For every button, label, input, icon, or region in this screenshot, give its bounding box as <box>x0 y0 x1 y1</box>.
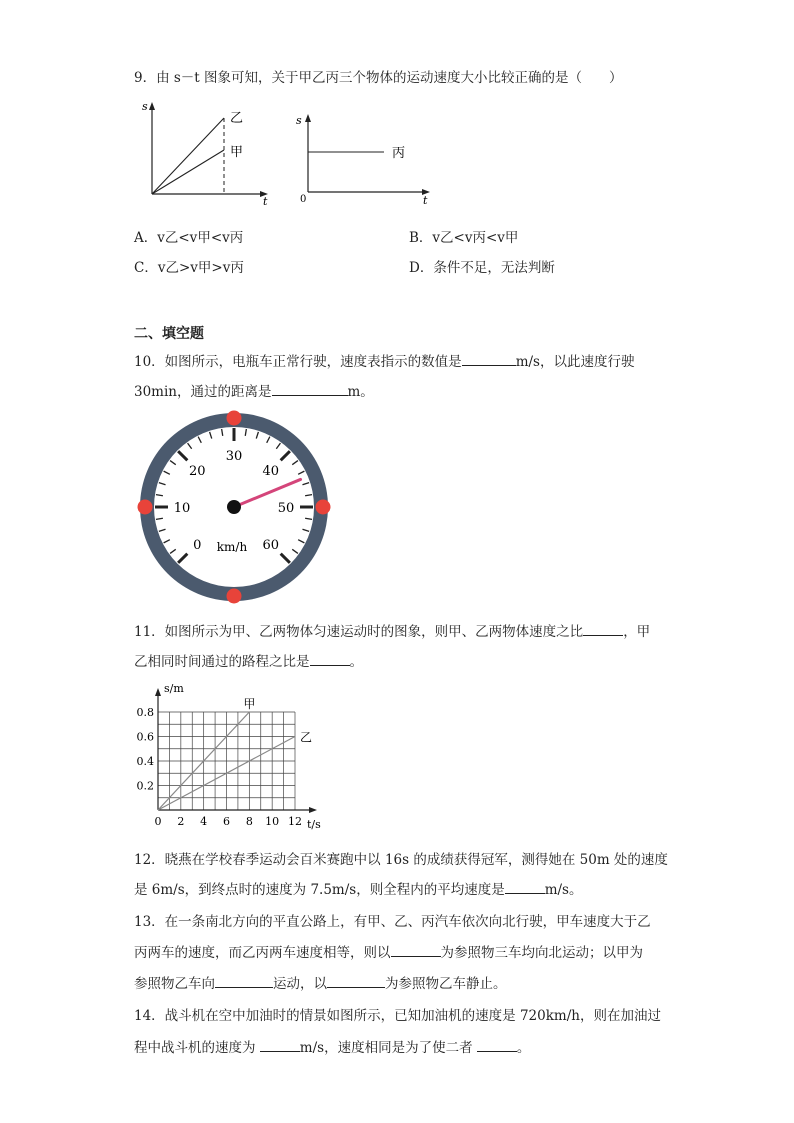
gauge-screw <box>316 500 331 515</box>
answer-blank[interactable] <box>462 351 516 366</box>
answer-blank[interactable] <box>583 621 623 636</box>
answer-blank[interactable] <box>477 1037 517 1052</box>
q13-text: 参照物乙车向 <box>134 976 215 992</box>
line-label-bing: 丙 <box>392 146 406 161</box>
q9-option-a: A．v乙<v甲<v丙 <box>134 230 244 246</box>
answer-blank[interactable] <box>260 1037 300 1052</box>
axis-t-label: t <box>263 195 268 206</box>
y-tick-label: 0.6 <box>136 730 154 744</box>
y-axis-arrow <box>155 688 161 696</box>
q9-option-c: C．v乙>v甲>v丙 <box>134 260 244 276</box>
q9-graph-1 <box>136 96 276 206</box>
axis-s-label: s <box>142 100 148 113</box>
q14-line2 <box>134 1036 530 1056</box>
q10-text: 10．如图所示，电瓶车正常行驶，速度表指示的数值是 <box>134 354 462 370</box>
q10-text: m/s，以此速度行驶 <box>515 354 635 370</box>
x-tick-label: 6 <box>223 815 230 828</box>
q12-line2 <box>134 878 582 898</box>
q11-text: 乙相同时间通过的路程之比是 <box>134 654 310 670</box>
gauge-screw <box>227 411 242 426</box>
axis-s-label: s <box>296 114 302 127</box>
q10-line1 <box>134 350 634 370</box>
q11-text: 。 <box>349 654 363 670</box>
origin-label: 0 <box>300 194 307 205</box>
gauge-scale-label: 10 <box>173 501 191 516</box>
answer-blank[interactable] <box>505 879 545 894</box>
q10-text: m。 <box>347 384 374 400</box>
gauge-scale-label: 30 <box>225 449 243 464</box>
series-label-1: 乙 <box>300 730 313 745</box>
answer-blank[interactable] <box>272 381 348 396</box>
q9-stem: 9．由 s－t 图象可知，关于甲乙丙三个物体的运动速度大小比较正确的是（ ） <box>134 70 623 86</box>
x-tick-label: 8 <box>245 815 253 828</box>
x-tick-label: 2 <box>177 815 185 828</box>
q14-text: 程中战斗机的速度为 <box>134 1040 260 1056</box>
gauge-screw <box>227 589 242 604</box>
x-axis-label: t/s <box>307 818 321 831</box>
answer-blank[interactable] <box>391 942 441 957</box>
q13-text: 丙两车的速度，而乙丙两车速度相等，则以 <box>134 945 391 961</box>
gauge-unit-label: km/h <box>216 540 248 554</box>
q13-line3 <box>134 972 507 992</box>
x-tick-label: 10 <box>265 815 280 828</box>
gauge-scale-label: 20 <box>188 464 206 480</box>
x-tick-label: 0 <box>154 815 162 828</box>
y-tick-label: 0.4 <box>136 755 154 768</box>
q14-line1: 14．战斗机在空中加油时的情景如图所示，已知加油机的速度是 720km/h，则在加油过 <box>134 1008 661 1024</box>
gauge-scale-label: 50 <box>277 501 295 516</box>
q14-text: 。 <box>516 1040 531 1056</box>
q13-line1: 13．在一条南北方向的平直公路上，有甲、乙、丙汽车依次向北行驶，甲车速度大于乙 <box>134 914 651 930</box>
line-label-jia: 甲 <box>230 145 244 160</box>
answer-blank[interactable] <box>215 973 273 988</box>
q14-text: m/s，速度相同是为了使二者 <box>299 1040 477 1056</box>
gauge-pivot <box>227 500 241 514</box>
y-tick-label: 0.2 <box>136 779 154 793</box>
answer-blank[interactable] <box>327 973 385 988</box>
q11-text: 11．如图所示为甲、乙两物体匀速运动时的图象，则甲、乙两物体速度之比 <box>134 624 584 640</box>
q9-option-b: B．v乙<v丙<v甲 <box>409 230 519 246</box>
q13-text: 为参照物乙车静止。 <box>385 976 507 992</box>
x-axis-arrow <box>309 807 317 813</box>
q13-text: 为参照物三车均向北运动；以甲为 <box>440 945 643 961</box>
gauge-scale-label: 0 <box>193 537 202 553</box>
y-axis-label: s/m <box>164 682 184 695</box>
q12-line1: 12．晓燕在学校春季运动会百米赛跑中以 16s 的成绩获得冠军，测得她在 50m 处的速度 <box>134 852 668 868</box>
q12-text: 是 6m/s，到终点时的速度为 7.5m/s，则全程内的平均速度是 <box>134 882 505 898</box>
speedometer-gauge <box>136 409 332 605</box>
x-tick-label: 12 <box>288 815 302 828</box>
q9-graph-2 <box>292 108 442 208</box>
gauge-scale-label: 60 <box>262 537 280 553</box>
axis-t-label: t <box>423 194 428 207</box>
q13-text: 运动，以 <box>273 976 327 992</box>
gauge-scale-label: 40 <box>262 464 280 480</box>
section-title: 二、填空题 <box>134 326 204 342</box>
gauge-screw <box>138 500 153 515</box>
line-label-yi: 乙 <box>230 111 244 126</box>
answer-blank[interactable] <box>310 651 350 666</box>
q10-text: 30min，通过的距离是 <box>134 384 272 400</box>
q9-option-d: D．条件不足，无法判断 <box>409 260 555 276</box>
q11-st-chart <box>128 680 338 836</box>
q13-line2 <box>134 941 643 961</box>
q12-text: m/s。 <box>544 882 583 898</box>
q11-line2 <box>134 650 363 670</box>
q11-text: ，甲 <box>623 624 651 640</box>
q10-line2 <box>134 380 374 400</box>
y-tick-label: 0.8 <box>136 706 154 719</box>
q11-line1 <box>134 620 650 640</box>
series-label-0: 甲 <box>243 697 256 711</box>
x-tick-label: 4 <box>200 815 208 828</box>
